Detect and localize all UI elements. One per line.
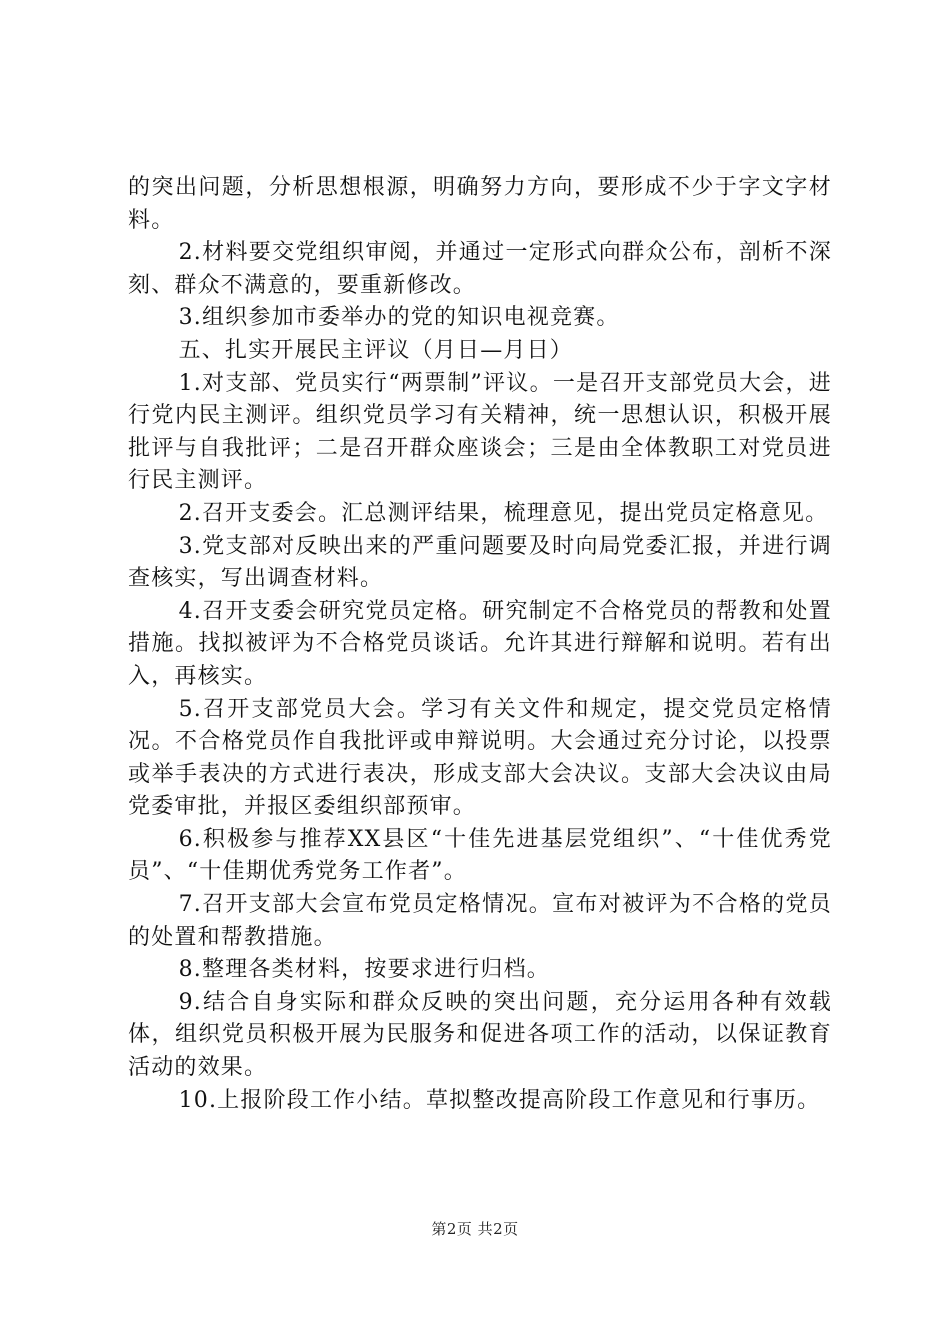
paragraph-item-2-review: 2.材料要交党组织审阅，并通过一定形式向群众公布，剖析不深刻、群众不满意的，要重新修改。 (128, 240, 832, 298)
paragraph-item-6-recommend: 6.积极参与推荐XX县区“十佳先进基层党组织”、“十佳优秀党员”、“十佳期优秀党务工作者”。 (128, 826, 832, 885)
paragraph-item-2-committee: 2.召开支委会。汇总测评结果，梳理意见，提出党员定格意见。 (178, 500, 829, 526)
page-number-footer: 第2页 共2页 (431, 1220, 519, 1238)
paragraph-continuation: 的突出问题，分析思想根源，明确努力方向，要形成不少于字文字材料。 (128, 175, 832, 233)
paragraph-item-8-archive: 8.整理各类材料，按要求进行归档。 (178, 957, 550, 983)
paragraph-item-10-summary: 10.上报阶段工作小结。草拟整改提高阶段工作意见和行事历。 (178, 1087, 821, 1113)
paragraph-item-3-contest: 3.组织参加市委举办的党的知识电视竞赛。 (178, 305, 620, 331)
document-body (128, 172, 832, 1117)
paragraph-item-4-grading: 4.召开支委会研究党员定格。研究制定不合格党员的帮教和处置措施。找拟被评为不合格党员谈话。允许其进行辩解和说明。若有出入，再核实。 (128, 598, 832, 689)
paragraph-item-5-general-meeting: 5.召开支部党员大会。学习有关文件和规定，提交党员定格情况。不合格党员作自我批评或申辩说明。大会通过充分讨论，以投票或举手表决的方式进行表决，形成支部大会决议。支部大会决议由局党委审批，并报区委组织部预审。 (128, 696, 832, 820)
paragraph-item-1-evaluation: 1.对支部、党员实行“两票制”评议。一是召开支部党员大会，进行党内民主测评。组织党员学习有关精神，统一思想认识，积极开展批评与自我批评；二是召开群众座谈会；三是由全体教职工对党员进行民主测评。 (128, 370, 832, 494)
section-heading-5: 五、扎实开展民主评议（月日—月日） (178, 337, 573, 363)
paragraph-item-7-announce: 7.召开支部大会宣布党员定格情况。宣布对被评为不合格的党员的处置和帮教措施。 (128, 892, 832, 950)
paragraph-item-3-report: 3.党支部对反映出来的严重问题要及时向局党委汇报，并进行调查核实，写出调查材料。 (128, 533, 832, 592)
paragraph-item-9-activities: 9.结合自身实际和群众反映的突出问题，充分运用各种有效载体，组织党员积极开展为民服务和促进各项工作的活动，以保证教育活动的效果。 (128, 989, 832, 1081)
